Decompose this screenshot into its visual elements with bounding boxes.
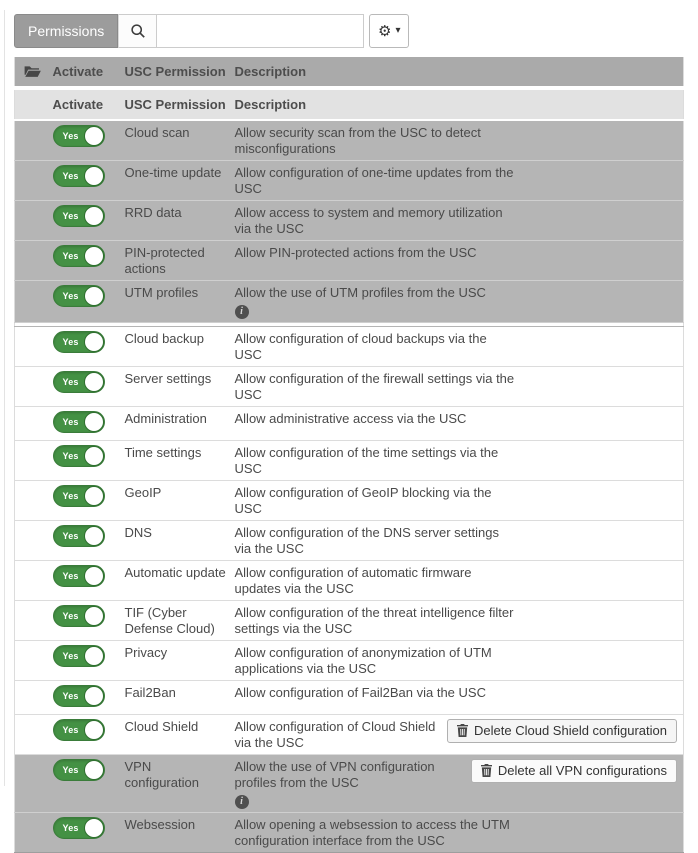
permission-description: Allow configuration of Cloud Shield via the USC	[235, 719, 517, 751]
table-row	[15, 481, 684, 521]
header-description: Description	[231, 88, 684, 120]
table-header-row-secondary	[15, 88, 684, 120]
permission-cell	[121, 161, 231, 201]
activate-cell	[49, 281, 121, 323]
permission-description: Allow configuration of the threat intelligence filter settings via the USC	[235, 605, 517, 637]
info-icon[interactable]: i	[235, 305, 249, 319]
description-cell	[231, 327, 684, 367]
activate-cell	[49, 561, 121, 601]
toggle-knob	[84, 720, 104, 740]
activate-toggle[interactable]	[53, 719, 105, 741]
permission-name: Cloud scan	[125, 125, 190, 140]
info-icon[interactable]: i	[235, 795, 249, 809]
group-cell	[15, 521, 49, 561]
permission-name: One-time update	[125, 165, 222, 180]
group-cell	[15, 601, 49, 641]
toggle-state-label: Yes	[63, 414, 79, 430]
toggle-state-label: Yes	[63, 288, 79, 304]
group-cell	[15, 407, 49, 441]
permission-cell	[121, 407, 231, 441]
permission-name: Privacy	[125, 645, 168, 660]
expand-all-cell[interactable]	[15, 57, 49, 88]
permission-name: Automatic update	[125, 565, 226, 580]
activate-toggle[interactable]	[53, 565, 105, 587]
permission-description: Allow configuration of anonymization of UTM applications via the USC	[235, 645, 517, 677]
permission-description: Allow configuration of automatic firmware updates via the USC	[235, 565, 517, 597]
permission-cell	[121, 681, 231, 715]
delete-button-label: Delete Cloud Shield configuration	[474, 723, 667, 738]
activate-cell	[49, 715, 121, 755]
activate-toggle[interactable]	[53, 605, 105, 627]
toggle-state-label: Yes	[63, 168, 79, 184]
group-cell	[15, 201, 49, 241]
group-cell	[15, 755, 49, 813]
description-cell	[231, 521, 684, 561]
group-cell	[15, 715, 49, 755]
permission-description: Allow configuration of the DNS server settings via the USC	[235, 525, 517, 557]
description-cell	[231, 681, 684, 715]
permission-description: Allow security scan from the USC to detect misconfigurations	[235, 125, 517, 157]
activate-cell	[49, 201, 121, 241]
table-row	[15, 241, 684, 281]
permission-name: Websession	[125, 817, 196, 832]
toggle-knob	[84, 566, 104, 586]
toggle-knob	[84, 372, 104, 392]
toggle-state-label: Yes	[63, 568, 79, 584]
description-cell	[231, 601, 684, 641]
header-description: Description	[231, 57, 684, 88]
toggle-knob	[84, 686, 104, 706]
table-settings-button[interactable]	[369, 14, 409, 48]
permission-name: RRD data	[125, 205, 182, 220]
activate-toggle[interactable]	[53, 285, 105, 307]
permission-description: Allow configuration of GeoIP blocking via the USC	[235, 485, 517, 517]
toggle-knob	[84, 606, 104, 626]
description-cell	[231, 120, 684, 161]
permission-cell	[121, 201, 231, 241]
permission-description: Allow configuration of the firewall settings via the USC	[235, 371, 517, 403]
permissions-table	[14, 57, 684, 853]
description-cell	[231, 481, 684, 521]
permission-cell	[121, 813, 231, 853]
toggle-state-label: Yes	[63, 334, 79, 350]
table-row	[15, 407, 684, 441]
toggle-knob	[84, 246, 104, 266]
permission-description: Allow administrative access via the USC	[235, 411, 517, 427]
filter-toolbar	[14, 14, 684, 48]
activate-cell	[49, 601, 121, 641]
activate-cell	[49, 813, 121, 853]
toggle-state-label: Yes	[63, 762, 79, 778]
permission-name: GeoIP	[125, 485, 162, 500]
toggle-state-label: Yes	[63, 448, 79, 464]
table-row	[15, 281, 684, 323]
toggle-state-label: Yes	[63, 608, 79, 624]
description-cell	[231, 715, 684, 755]
group-cell	[15, 327, 49, 367]
toggle-state-label: Yes	[63, 248, 79, 264]
permission-cell	[121, 641, 231, 681]
activate-toggle[interactable]	[53, 125, 105, 147]
header-activate: Activate	[49, 88, 121, 120]
table-row	[15, 521, 684, 561]
table-row	[15, 715, 684, 755]
toggle-state-label: Yes	[63, 648, 79, 664]
description-cell	[231, 161, 684, 201]
group-cell	[15, 481, 49, 521]
header-activate: Activate	[49, 57, 121, 88]
table-row	[15, 327, 684, 367]
toggle-state-label: Yes	[63, 374, 79, 390]
group-cell	[15, 441, 49, 481]
group-cell	[15, 813, 49, 853]
panel-edge	[4, 10, 5, 786]
permission-name: VPN configuration	[125, 759, 199, 790]
permission-cell	[121, 441, 231, 481]
toggle-state-label: Yes	[63, 208, 79, 224]
description-cell	[231, 441, 684, 481]
search-input[interactable]	[156, 14, 364, 48]
activate-toggle[interactable]	[53, 645, 105, 667]
activate-toggle[interactable]	[53, 245, 105, 267]
group-cell	[15, 241, 49, 281]
permission-name: Administration	[125, 411, 207, 426]
permission-description: Allow opening a websession to access the UTM configuration interface from the USC	[235, 817, 517, 849]
table-row	[15, 813, 684, 853]
group-cell	[15, 641, 49, 681]
group-cell	[15, 120, 49, 161]
activate-cell	[49, 681, 121, 715]
toggle-state-label: Yes	[63, 820, 79, 836]
description-cell	[231, 755, 684, 813]
toggle-knob	[84, 166, 104, 186]
group-cell	[15, 367, 49, 407]
group-cell	[15, 561, 49, 601]
toggle-knob	[84, 760, 104, 780]
permission-name: PIN-protected actions	[125, 245, 205, 276]
toggle-state-label: Yes	[63, 488, 79, 504]
permission-cell	[121, 120, 231, 161]
table-row	[15, 755, 684, 813]
toggle-knob	[84, 286, 104, 306]
search-addon	[118, 14, 156, 48]
description-cell	[231, 407, 684, 441]
delete-button[interactable]	[447, 719, 677, 743]
activate-cell	[49, 161, 121, 201]
toggle-knob	[84, 206, 104, 226]
toggle-state-label: Yes	[63, 528, 79, 544]
toggle-knob	[84, 332, 104, 352]
toggle-knob	[84, 486, 104, 506]
description-cell	[231, 561, 684, 601]
toggle-knob	[84, 646, 104, 666]
activate-cell	[49, 521, 121, 561]
activate-toggle[interactable]	[53, 485, 105, 507]
toggle-knob	[84, 526, 104, 546]
activate-toggle[interactable]	[53, 205, 105, 227]
permissions-filter-button[interactable]: Permissions	[14, 14, 118, 48]
table-row	[15, 201, 684, 241]
activate-cell	[49, 755, 121, 813]
activate-cell	[49, 327, 121, 367]
activate-cell	[49, 641, 121, 681]
delete-button[interactable]	[471, 759, 677, 783]
activate-cell	[49, 407, 121, 441]
table-row	[15, 441, 684, 481]
table-row	[15, 641, 684, 681]
permission-cell	[121, 521, 231, 561]
permission-cell	[121, 327, 231, 367]
activate-toggle[interactable]	[53, 411, 105, 433]
description-cell	[231, 641, 684, 681]
permission-cell	[121, 561, 231, 601]
permission-name: Fail2Ban	[125, 685, 176, 700]
caret-down-icon: ▾	[395, 26, 400, 36]
group-cell	[15, 681, 49, 715]
table-row	[15, 681, 684, 715]
header-spacer-cell	[15, 88, 49, 120]
permission-description: Allow configuration of one-time updates from the USC	[235, 165, 517, 197]
toggle-state-label: Yes	[63, 688, 79, 704]
permission-description: Allow configuration of Fail2Ban via the USC	[235, 685, 517, 701]
permission-cell	[121, 601, 231, 641]
table-row	[15, 367, 684, 407]
permission-description: Allow access to system and memory utilization via the USC	[235, 205, 517, 237]
header-usc-permission: USC Permission	[121, 57, 231, 88]
description-cell	[231, 241, 684, 281]
permission-cell	[121, 755, 231, 813]
activate-toggle[interactable]	[53, 371, 105, 393]
activate-toggle[interactable]	[53, 685, 105, 707]
activate-cell	[49, 481, 121, 521]
activate-toggle[interactable]	[53, 445, 105, 467]
delete-button-label: Delete all VPN configurations	[498, 763, 667, 778]
description-cell	[231, 201, 684, 241]
permission-name: Cloud Shield	[125, 719, 199, 734]
permission-description: Allow the use of VPN configuration profiles from the USC	[235, 759, 517, 791]
permission-cell	[121, 715, 231, 755]
permission-cell	[121, 241, 231, 281]
toggle-state-label: Yes	[63, 128, 79, 144]
header-usc-permission: USC Permission	[121, 88, 231, 120]
permission-description: Allow the use of UTM profiles from the USC	[235, 285, 517, 301]
permissions-table-body	[15, 120, 684, 853]
permission-cell	[121, 367, 231, 407]
toggle-knob	[84, 818, 104, 838]
table-row	[15, 601, 684, 641]
toggle-knob	[84, 412, 104, 432]
activate-toggle[interactable]	[53, 759, 105, 781]
permission-name: TIF (Cyber Defense Cloud)	[125, 605, 215, 636]
toggle-knob	[84, 126, 104, 146]
permission-name: DNS	[125, 525, 152, 540]
activate-toggle[interactable]	[53, 331, 105, 353]
gear-icon: ⚙	[378, 24, 391, 39]
toggle-state-label: Yes	[63, 722, 79, 738]
activate-toggle[interactable]	[53, 165, 105, 187]
activate-toggle[interactable]	[53, 525, 105, 547]
permission-name: UTM profiles	[125, 285, 199, 300]
table-header-row-primary	[15, 57, 684, 88]
table-row	[15, 161, 684, 201]
permission-cell	[121, 481, 231, 521]
permission-name: Cloud backup	[125, 331, 205, 346]
group-cell	[15, 161, 49, 201]
permission-description: Allow configuration of cloud backups via the USC	[235, 331, 517, 363]
activate-cell	[49, 241, 121, 281]
toggle-knob	[84, 446, 104, 466]
table-row	[15, 120, 684, 161]
permission-cell	[121, 281, 231, 323]
description-cell	[231, 281, 684, 323]
permission-name: Time settings	[125, 445, 202, 460]
activate-cell	[49, 441, 121, 481]
group-cell	[15, 281, 49, 323]
search-icon	[130, 23, 146, 39]
permission-description: Allow configuration of the time settings via the USC	[235, 445, 517, 477]
description-cell	[231, 367, 684, 407]
trash-icon	[457, 724, 468, 737]
permission-description: Allow PIN-protected actions from the USC	[235, 245, 517, 261]
folder-open-icon	[24, 65, 41, 78]
activate-cell	[49, 120, 121, 161]
description-cell	[231, 813, 684, 853]
activate-toggle[interactable]	[53, 817, 105, 839]
permission-name: Server settings	[125, 371, 212, 386]
table-row	[15, 561, 684, 601]
trash-icon	[481, 764, 492, 777]
activate-cell	[49, 367, 121, 407]
